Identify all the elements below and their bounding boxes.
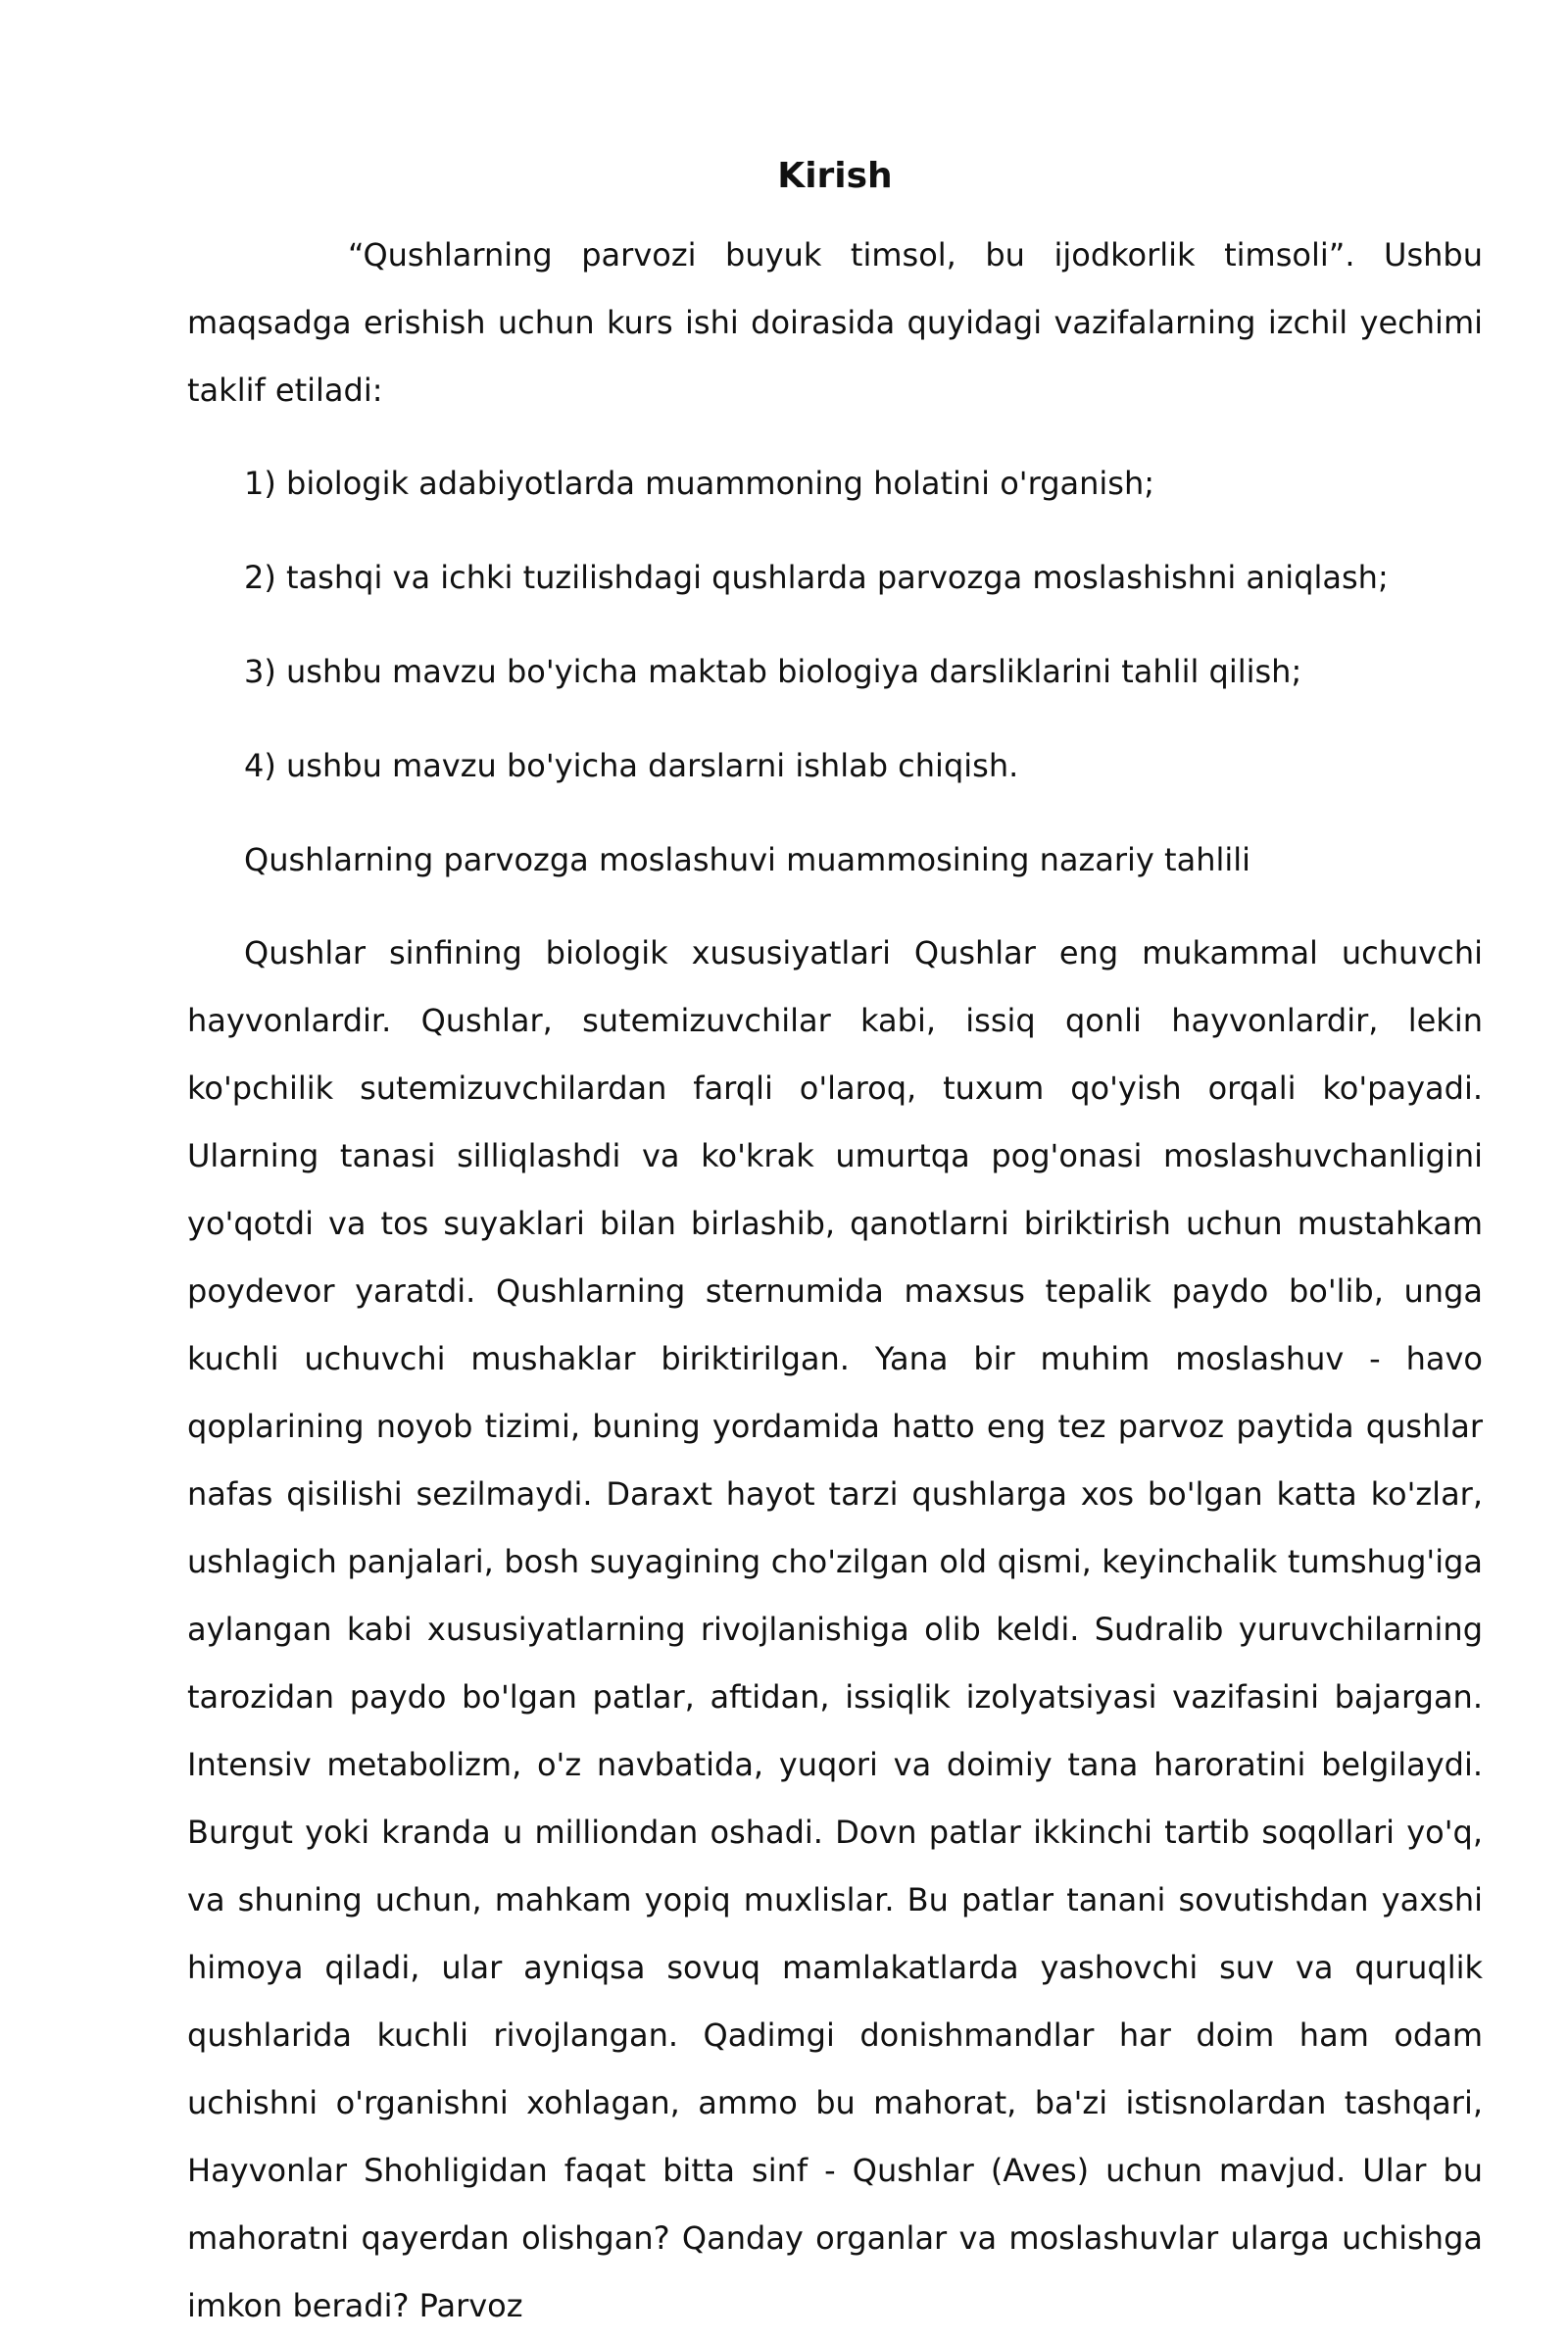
task-item: 2) tashqi va ichki tuzilishdagi qushlarda parvozga moslashishni aniqlash; (244, 559, 1389, 596)
intro-paragraph: “Qushlarning parvozi buyuk timsol, bu ijodkorlik timsoli”. Ushbu maqsadga erishish uchun kurs ishi doirasida quyidagi vazifalarning izchil yechimi taklif etiladi: (187, 236, 1483, 409)
task-item: 4) ushbu mavzu bo'yicha darslarni ishlab chiqish. (244, 747, 1019, 784)
task-item: 1) biologik adabiyotlarda muammoning holatini o'rganish; (244, 465, 1155, 502)
page-title: Kirish (777, 156, 893, 196)
section-heading: Qushlarning parvozga moslashuvi muammosining nazariy tahlili (244, 841, 1251, 878)
task-list (187, 449, 1483, 800)
body-paragraph: Qushlar sinfining biologik xususiyatlari Qushlar eng mukammal uchuvchi hayvonlardir. Qushlar, sutemizuvchilar kabi, issiq qonli hayvonlardir, lekin ko'pchilik sutemizuvchilardan farqli o'laroq, tuxum qo'yish orqali ko'payadi. Ularning tanasi silliqlashdi va ko'krak umurtqa pog'onasi moslashuvchanligini yo'qotdi va tos suyaklari bilan birlashib, qanotlarni biriktirish uchun mustahkam poydevor yaratdi. Qushlarning sternumida maxsus tepalik paydo bo'lib, unga kuchli uchuvchi mushaklar biriktirilgan. Yana bir muhim moslashuv - havo qoplarining noyob tizimi, buning yordamida hatto eng tez parvoz paytida qushlar nafas qisilishi sezilmaydi. Daraxt hayot tarzi qushlarga xos bo'lgan katta ko'zlar, ushlagich panjalari, bosh suyagining cho'zilgan old qismi, keyinchalik tumshug'iga aylangan kabi xususiyatlarning rivojlanishiga olib keldi. Sudralib yuruvchilarning tarozidan paydo bo'lgan patlar, aftidan, issiqlik izolyatsiyasi vazifasini bajargan. Intensiv metabolizm, o'z navbatida, yuqori va doimiy tana haroratini belgilaydi. Burgut yoki kranda u milliondan oshadi. Dovn patlar ikkinchi tartib soqollari yo'q, va shuning uchun, mahkam yopiq muxlislar. Bu patlar tanani sovutishdan yaxshi himoya qiladi, ular ayniqsa sovuq mamlakatlarda yashovchi suv va quruqlik qushlarida kuchli rivojlangan. Qadimgi donishmandlar har doim ham odam uchishni o'rganishni xohlagan, ammo bu mahorat, ba'zi istisnolardan tashqari, Hayvonlar Shohligidan faqat bitta sinf - Qushlar (Aves) uchun mavjud. Ular bu mahoratni qayerdan olishgan? Qanday organlar va moslashuvlar ularga uchishga imkon beradi? Parvoz (187, 934, 1483, 2324)
task-item: 3) ushbu mavzu bo'yicha maktab biologiya darsliklarini tahlil qilish; (244, 653, 1302, 690)
document-page (187, 147, 1483, 2340)
